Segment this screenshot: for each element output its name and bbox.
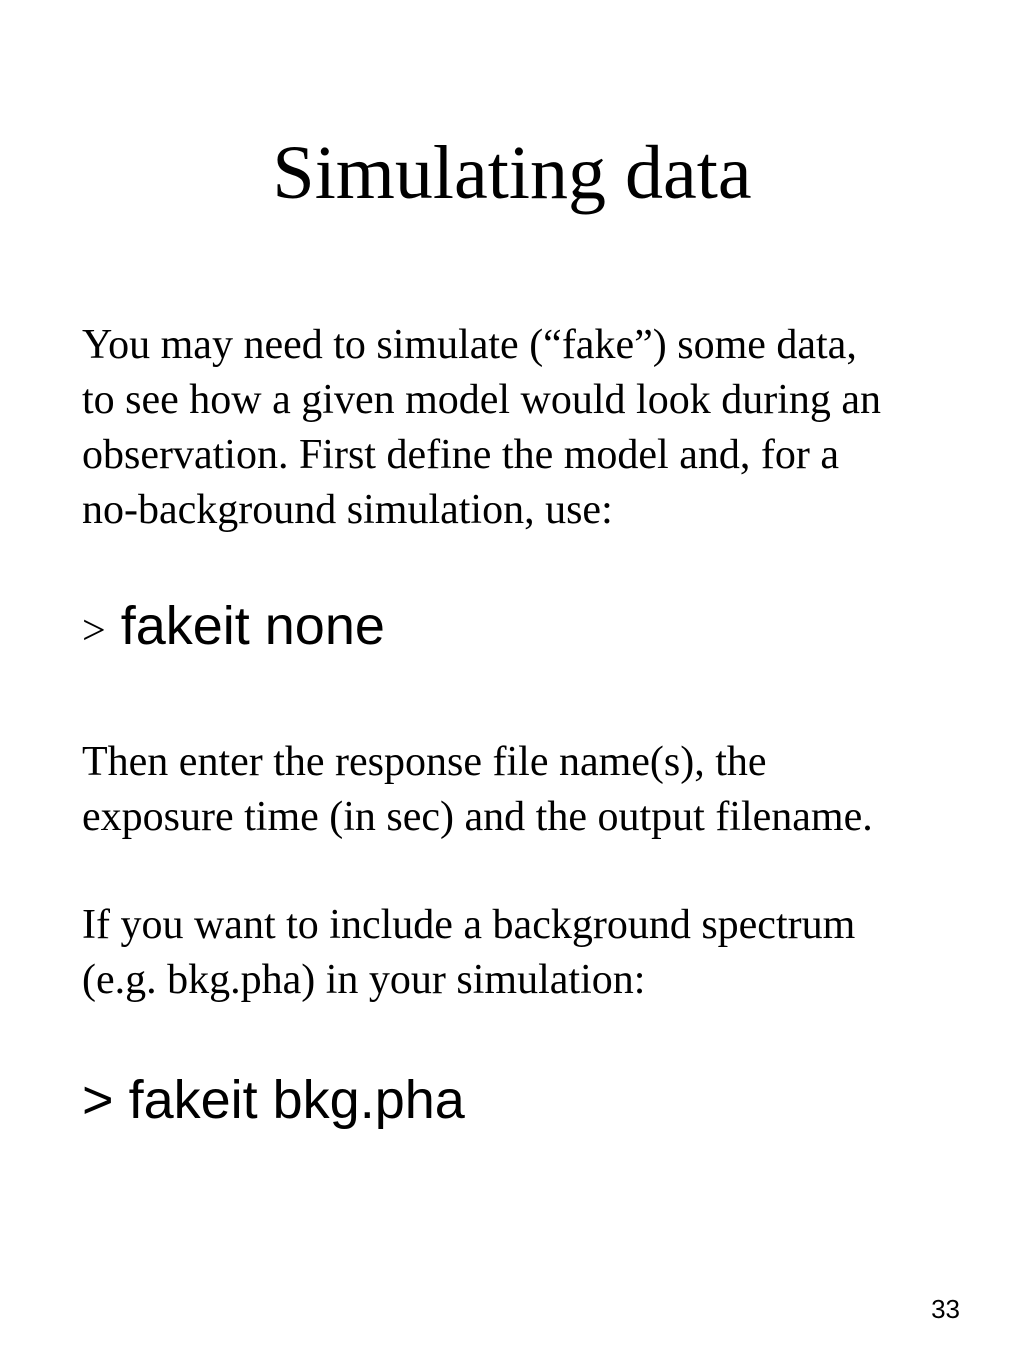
command-fakeit-bkg xyxy=(82,1068,465,1132)
intro-line: observation. First define the model and, for a xyxy=(82,432,839,478)
response-line: Then enter the response file name(s), the xyxy=(82,739,767,785)
response-line: exposure time (in sec) and the output filename. xyxy=(82,794,873,840)
command-prompt: > xyxy=(82,1070,114,1130)
intro-line: You may need to simulate (“fake”) some data, xyxy=(82,322,857,368)
slide-title: Simulating data xyxy=(272,131,752,215)
response-paragraph xyxy=(82,735,982,845)
background-line: (e.g. bkg.pha) in your simulation: xyxy=(82,957,646,1003)
background-paragraph xyxy=(82,898,982,1008)
command-prompt: > xyxy=(82,608,106,654)
intro-line: to see how a given model would look during an xyxy=(82,377,882,423)
background-line: If you want to include a background spectrum xyxy=(82,902,856,948)
intro-paragraph xyxy=(82,318,982,538)
command-text: fakeit none xyxy=(120,596,385,656)
intro-line: no-background simulation, use: xyxy=(82,487,613,533)
page-number: 33 xyxy=(931,1294,960,1324)
command-fakeit-none xyxy=(82,594,385,663)
command-text: fakeit bkg.pha xyxy=(128,1070,465,1130)
